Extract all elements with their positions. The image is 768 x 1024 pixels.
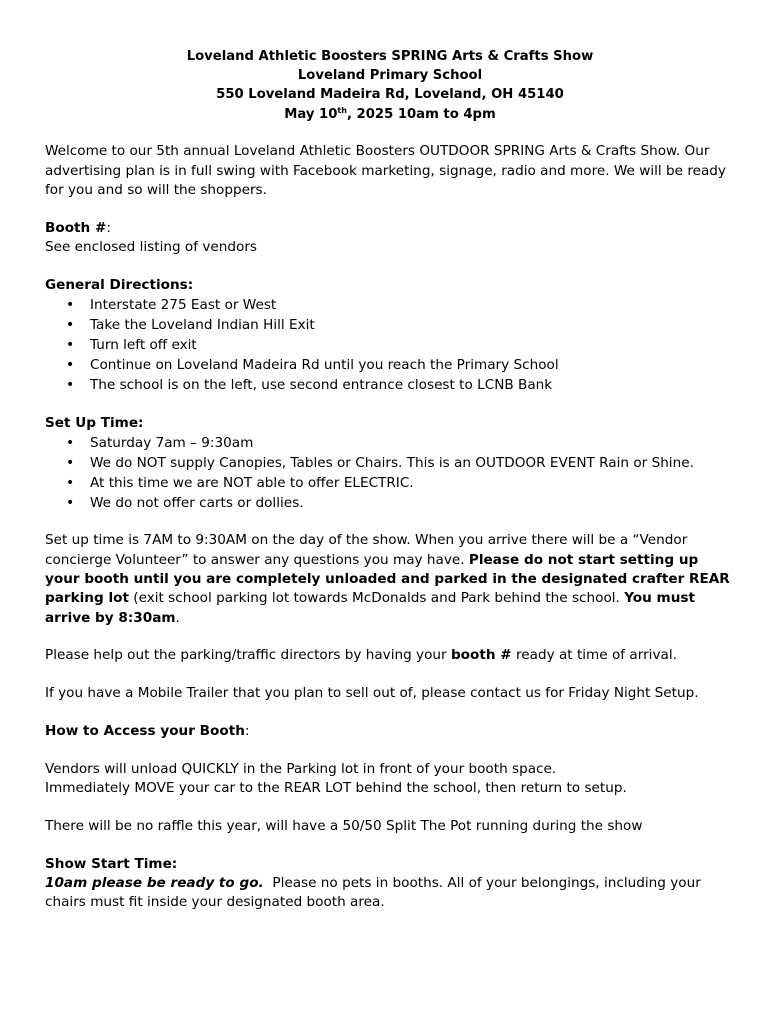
parking-text-c: ready at time of arrival. bbox=[511, 647, 677, 664]
document-header bbox=[45, 47, 735, 124]
header-address: 550 Loveland Madeira Rd, Loveland, OH 45140 bbox=[216, 87, 564, 103]
list-item: • The school is on the left, use second entrance closest to LCNB Bank bbox=[45, 375, 735, 395]
list-item: • Saturday 7am – 9:30am bbox=[45, 433, 735, 453]
intro-paragraph: Welcome to our 5th annual Loveland Athletic Boosters OUTDOOR SPRING Arts & Crafts Show. Our advertising plan is in full swing with Facebook marketing, signage, radio and more. We will be ready for you and so will the shoppers. bbox=[45, 143, 726, 198]
list-item: • Take the Loveland Indian Hill Exit bbox=[45, 315, 735, 335]
parking-text-b: booth # bbox=[450, 647, 512, 664]
setup-text-c: (exit school parking lot towards McDonalds and Park behind the school. bbox=[128, 590, 625, 607]
start-paragraph bbox=[45, 874, 735, 913]
parking-paragraph bbox=[45, 646, 735, 665]
list-item: • We do not offer carts or dollies. bbox=[45, 493, 735, 513]
booth-heading: Booth # bbox=[45, 219, 107, 236]
access-line-2: Immediately MOVE your car to the REAR LOT behind the school, then return to setup. bbox=[45, 780, 627, 797]
start-bold-italic: 10am please be ready to go. bbox=[45, 874, 264, 891]
booth-heading-colon: : bbox=[106, 219, 111, 236]
booth-text: See enclosed listing of vendors bbox=[45, 239, 257, 255]
setup-text-e: . bbox=[175, 609, 180, 626]
access-heading: How to Access your Booth bbox=[45, 722, 245, 739]
setup-text-b: Please do not start setting up your booth until you are completely unloaded and parked in the designated crafter REAR parking lot bbox=[45, 551, 730, 607]
setup-text-d: You must arrive by 8:30am bbox=[45, 590, 695, 626]
list-item: • At this time we are NOT able to offer ELECTRIC. bbox=[45, 473, 735, 493]
setup-text-a: Set up time is 7AM to 9:30AM on the day of the show. When you arrive there will be a “Vendor concierge Volunteer” to answer any questions you may have. bbox=[45, 532, 688, 568]
setup-paragraph bbox=[45, 531, 735, 627]
setup-list bbox=[45, 433, 735, 513]
trailer-paragraph: If you have a Mobile Trailer that you plan to sell out of, please contact us for Friday Night Setup. bbox=[45, 685, 699, 702]
list-item: • Interstate 275 East or West bbox=[45, 295, 735, 315]
setup-heading: Set Up Time: bbox=[45, 414, 144, 431]
list-item: • Turn left off exit bbox=[45, 335, 735, 355]
directions-heading: General Directions: bbox=[45, 276, 194, 293]
access-line-1: Vendors will unload QUICKLY in the Parking lot in front of your booth space. bbox=[45, 760, 557, 777]
access-heading-colon: : bbox=[244, 722, 250, 739]
list-item: • Continue on Loveland Madeira Rd until you reach the Primary School bbox=[45, 355, 735, 375]
directions-list bbox=[45, 295, 735, 395]
raffle-paragraph: There will be no raffle this year, will have a 50/50 Split The Pot running during the show bbox=[45, 817, 643, 834]
document-page bbox=[45, 47, 735, 913]
start-text: Please no pets in booths. All of your belongings, including your chairs must fit inside your designated booth area. bbox=[45, 874, 706, 911]
header-venue: Loveland Primary School bbox=[297, 68, 483, 84]
start-heading: Show Start Time: bbox=[45, 855, 178, 872]
header-date bbox=[45, 105, 735, 124]
header-date-suffix: , 2025 10am to 4pm bbox=[346, 106, 496, 122]
access-heading-line bbox=[45, 722, 735, 741]
list-item: • We do NOT supply Canopies, Tables or Chairs. This is an OUTDOOR EVENT Rain or Shine. bbox=[45, 453, 735, 473]
booth-heading-line bbox=[45, 219, 735, 238]
parking-text-a: Please help out the parking/traffic directors by having your bbox=[45, 647, 451, 664]
header-title: Loveland Athletic Boosters SPRING Arts & Crafts Show bbox=[186, 49, 594, 64]
header-date-sup: th bbox=[337, 105, 347, 115]
header-date-prefix: May 10 bbox=[284, 106, 338, 122]
